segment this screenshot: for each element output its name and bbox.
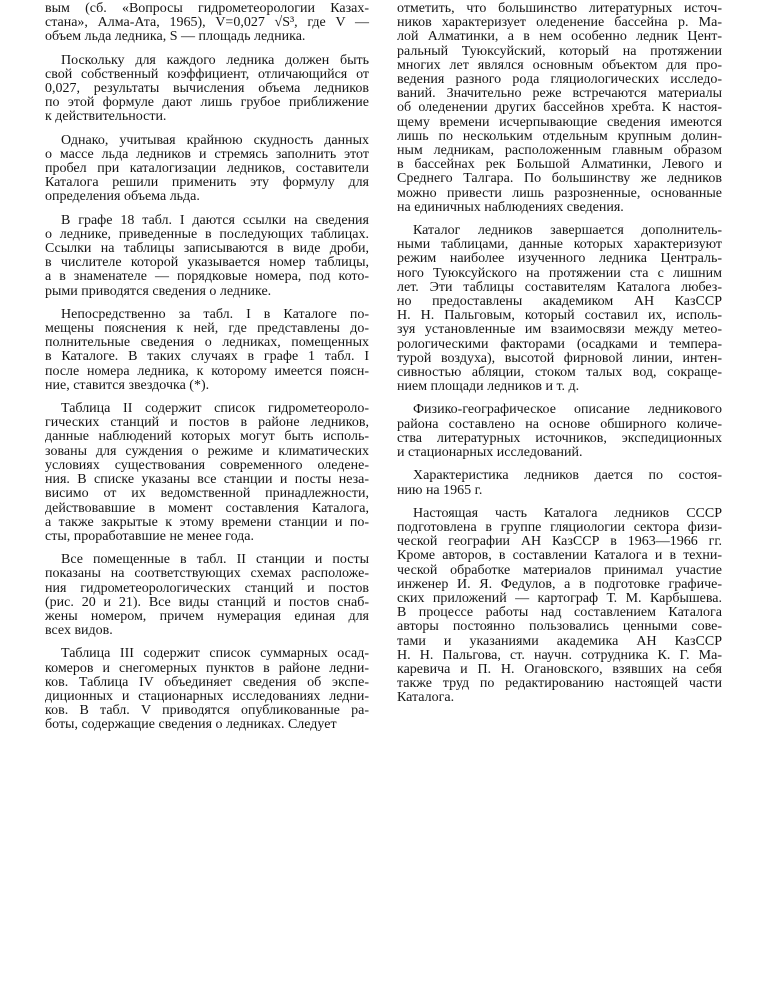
text-line: ческой географии АН КазССР в 1963—1966 гг. — [397, 534, 722, 550]
text-line: а также закрытые к этому времени станции и по- — [45, 514, 369, 530]
text-line: боты, содержащие сведения о ледниках. Следует — [45, 717, 337, 733]
text-line: гических станций и постов в районе ледников, — [45, 415, 369, 431]
text-line: о массе льда ледников и стремясь заполнить этот — [45, 146, 369, 162]
text-line: авторы постоянно пользовались ценными сове- — [397, 619, 722, 635]
text-line: ния. В списке указаны все станции и посты неза- — [45, 472, 369, 488]
text-line: пробел при каталогизации ледников, составители — [45, 161, 369, 177]
paragraph — [397, 469, 722, 497]
text-line: лет. Эти таблицы составителям Каталога любез- — [397, 279, 722, 295]
paragraph — [45, 308, 369, 393]
paragraph — [45, 2, 369, 45]
text-line: Поскольку для каждого ледника должен быть — [61, 52, 369, 68]
text-line: после номера ледника, к которому имеется поясн- — [45, 363, 369, 379]
text-line: Однако, учитывая крайнюю скудность данных — [61, 132, 369, 148]
text-line: Каталога решили применить эту формулу для — [45, 175, 369, 191]
text-line: лишь по нескольким отдельным крупным долин- — [397, 128, 722, 144]
text-line: условиях существования современного оледене- — [45, 457, 369, 473]
text-line: но предоставлены академиком АН КазССР — [397, 294, 722, 310]
text-line: ными таблицами, данные которых характеризуют — [397, 237, 722, 253]
text-line: (рис. 20 и 21). Все виды станций и постов снаб- — [45, 594, 369, 610]
text-line: нию на 1965 г. — [397, 482, 483, 498]
text-line: Таблица III содержит список суммарных осад- — [61, 646, 369, 662]
text-line: в числителе которой указывается номер таблицы, — [45, 255, 369, 271]
text-line: об оледенении других бассейнов хребта. К настоя- — [397, 100, 722, 116]
text-line: Настоящая часть Каталога ледников СССР — [413, 505, 722, 521]
text-line: ведения разного рода гляциологических исследо- — [397, 72, 722, 88]
text-line: ков. В табл. V приводятся опубликованные ра- — [45, 703, 369, 719]
text-line: Н. Н. Пальговым, который составил их, исполь- — [397, 308, 722, 324]
text-line: Все помещенные в табл. II станции и посты — [61, 552, 369, 568]
text-line: к действительности. — [45, 109, 167, 125]
text-line: жены номером, причем нумерация единая для — [45, 608, 369, 624]
text-line: ков. Таблица IV объединяет сведения об экспе- — [45, 674, 369, 690]
text-line: мещены пояснения к ней, где представлены до- — [45, 321, 369, 337]
text-line: о леднике, приведенные в последующих таблицах. — [45, 226, 369, 242]
text-line: ного Туюксуйского на протяжении ста с лишним — [397, 265, 722, 281]
text-line: нием площади ледников и т. д. — [397, 379, 580, 395]
text-line: сты, проработавшие не менее года. — [45, 528, 255, 544]
text-line: ния гидрометеорологических станций и постов — [45, 580, 369, 596]
text-line: В графе 18 табл. I даются ссылки на сведения — [61, 212, 369, 228]
text-line: комеров и снегомерных пунктов в районе ледни- — [45, 660, 369, 676]
text-line: зуя установленные им взаимосвязи между метео- — [397, 322, 722, 338]
text-line: ских приложений — картограф Т. М. Карбышева. — [397, 590, 722, 606]
text-line: также труд по редактированию настоящей части — [397, 676, 722, 692]
text-line: можно привести лишь разрозненные, основанные — [397, 185, 722, 201]
paragraph — [45, 134, 369, 205]
text-line: тами и указаниями академика АН КазССР — [397, 633, 722, 649]
text-line: 0,027, результаты вычисления объема ледников — [45, 81, 369, 97]
paragraph — [397, 224, 722, 394]
text-line: Непосредственно за табл. I в Каталоге по- — [61, 306, 369, 322]
text-line: сивностью абляции, стоком талых вод, сокраще- — [397, 365, 722, 381]
paragraph — [397, 403, 722, 460]
text-line: свой собственный коэффициент, отличающийся от — [45, 66, 369, 82]
text-line: Каталог ледников завершается дополнитель- — [413, 223, 722, 239]
text-line: Кроме авторов, в составлении Каталога и в техни- — [397, 548, 722, 564]
text-line: Каталога. — [397, 690, 455, 706]
text-line: рологическими факторами (осадками и темпера- — [397, 336, 722, 352]
text-line: зованы для суждения о режиме и климатических — [45, 443, 369, 459]
text-line: В процессе работы над составлением Каталога — [397, 605, 722, 621]
text-line: ческой обработке материалов принимал участие — [397, 562, 722, 578]
text-line: Ссылки на таблицы записываются в виде дроби, — [45, 241, 369, 257]
text-line: ние, ставится звездочка (*). — [45, 377, 210, 393]
text-line: ральный Туюксуйский, который на протяжении — [397, 43, 722, 59]
text-line: а в знаменателе — порядковые номера, под кото- — [45, 269, 369, 285]
text-line: по этой формуле дают лишь грубое приближение — [45, 95, 369, 111]
left-text-column — [45, 2, 369, 733]
text-line: лой Алматинки, а в нем особенно ледник Цент- — [397, 29, 722, 45]
text-line: ным ледникам, расположенным главным образом — [397, 143, 722, 159]
text-line: полнительные сведения о ледниках, помещенных — [45, 335, 369, 351]
text-line: вым (сб. «Вопросы гидрометеорологии Казах- — [45, 1, 369, 16]
text-line: режим наиболее изученного ледника Централь- — [397, 251, 722, 267]
text-line: инженер И. Я. Федулов, а в подготовке графиче- — [397, 576, 722, 592]
text-line: ства литературных источников, экспедиционных — [397, 430, 722, 446]
text-line: Н. Н. Пальгова, ст. научн. сотрудника К. Г. Ма- — [397, 647, 722, 663]
right-text-column — [397, 2, 722, 706]
paragraph — [397, 507, 722, 706]
text-line: диционных и стационарных исследованиях ледни- — [45, 688, 369, 704]
paragraph — [397, 2, 722, 215]
paragraph — [45, 214, 369, 299]
text-line: Характеристика ледников дается по состоя- — [413, 468, 722, 484]
text-line: Среднего Талгара. По большинству же ледников — [397, 171, 722, 187]
text-line: подготовлена в группе гляциологии сектора физи- — [397, 519, 722, 535]
text-line: Таблица II содержит список гидрометеороло- — [61, 401, 369, 417]
paragraph — [45, 647, 369, 732]
text-line: действовавшие в момент составления Каталога, — [45, 500, 369, 516]
text-line: висимо от их ведомственной принадлежности, — [45, 486, 369, 502]
text-line: турой воздуха), высотой фирновой линии, интен- — [397, 350, 722, 366]
text-line: всех видов. — [45, 623, 113, 639]
text-line: стана», Алма-Ата, 1965), V=0,027 √S³, где V — — [45, 15, 369, 31]
text-line: рыми приводятся сведения о леднике. — [45, 283, 272, 299]
text-line: щему времени исчерпывающие сведения имеются — [397, 114, 722, 130]
text-line: ваний. Значительно реже встречаются материалы — [397, 86, 722, 102]
paragraph — [45, 402, 369, 544]
text-line: многих лет являлся основным объектом для про- — [397, 57, 722, 73]
paragraph — [45, 553, 369, 638]
text-line: объем льда ледника, S — площадь ледника. — [45, 29, 306, 45]
text-line: ников характеризует оледенение бассейна р. Ма- — [397, 15, 722, 31]
text-line: каревича и П. Н. Огановского, взявших на себя — [397, 661, 722, 677]
text-line: в бассейнах рек Большой Алматинки, Левого и — [397, 157, 722, 173]
text-line: показаны на соответствующих схемах расположе- — [45, 566, 369, 582]
text-line: в Каталоге. В таких случаях в графе 1 табл. I — [45, 349, 369, 365]
text-line: на единичных наблюдениях сведения. — [397, 199, 624, 215]
text-line: отметить, что большинство литературных источ- — [397, 1, 722, 16]
paragraph — [45, 54, 369, 125]
text-line: района составлено на основе обширного количе- — [397, 416, 722, 432]
text-line: Физико-географическое описание ледникового — [413, 402, 722, 418]
text-line: и стационарных исследований. — [397, 445, 583, 461]
text-line: данные наблюдений которых могут быть исполь- — [45, 429, 369, 445]
text-line: определения объема льда. — [45, 189, 200, 205]
